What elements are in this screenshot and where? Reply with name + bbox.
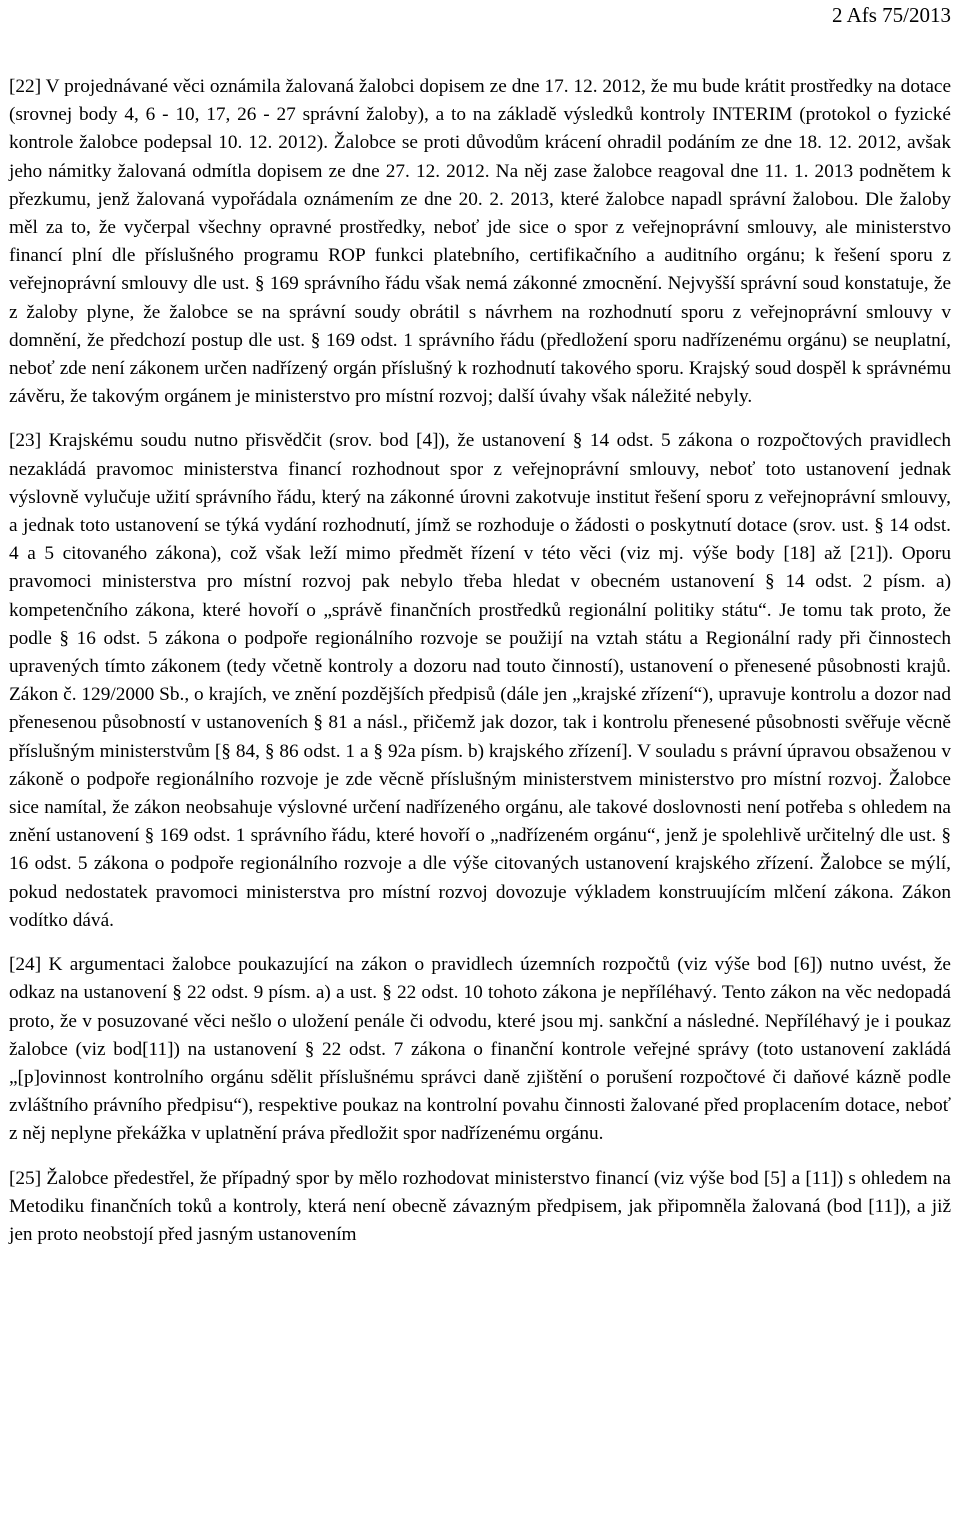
paragraph-text: V projednávané věci oznámila žalovaná žalobci dopisem ze dne 17. 12. 2012, že mu bude krátit prostředky na dotace (srovnej body 4, 6 - 10, 17, 26 - 27 správní žaloby), a to na základě výsledků kontroly INTERIM (protokol o fyzické kontrole žalobce podepsal 10. 12. 2012). Žalobce se proti důvodům krácení ohradil podáním ze dne 18. 12. 2012, avšak jeho námitky žalovaná odmítla dopisem ze dne 27. 12. 2012. Na něj zase žalobce reagoval dne 11. 1. 2013 podnětem k přezkumu, jenž žalovaná vypořádala oznámením ze dne 20. 2. 2013, které žalobce napadl správní žalobou. Dle žaloby měl za to, že vyčerpal všechny opravné prostředky, neboť jde sice o spor z veřejnoprávní smlouvy, ale ministerstvo financí plní dle příslušného programu ROP funkci platebního, certifikačního a auditního orgánu; k řešení sporu z veřejnoprávní smlouvy dle ust. § 169 správního řádu však nemá zákonné zmocnění. Nejvyšší správní soud konstatuje, že z žaloby plyne, že žalobce se na správní soudy obrátil s návrhem na rozhodnutí sporu z veřejnoprávní smlouvy v domnění, že předchozí postup dle ust. § 169 odst. 1 správního řádu (předložení sporu nadřízenému orgánu) se neuplatní, neboť zde není zákonem určen nadřízený orgán příslušný k rozhodnutí takového sporu. Krajský soud dospěl k správnému závěru, že takovým orgánem je ministerstvo pro místní rozvoj; další úvahy však náležité nebyly. [9,76,951,408]
document-body [9,73,951,1265]
paragraph-number: [24] [9,954,42,976]
paragraph-text: K argumentaci žalobce poukazující na zákon o pravidlech územních rozpočtů (viz výše bod [6]) nutno uvést, že odkaz na ustanovení § 22 odst. 9 písm. a) a ust. § 22 odst. 10 tohoto zákona je nepříléhavý. Tento zákon na věc nedopadá proto, že v posuzované věci nešlo o uložení penále či odvodu, které jsou mj. sankční a následné. Nepříléhavý je i poukaz žalobce (viz bod[11]) na ustanovení § 22 odst. 7 zákona o finanční kontrole veřejné správy (toto ustanovení zakládá „[p]ovinnost kontrolního orgánu sdělit příslušnému správci daně zjištění o porušení rozpočtové či daňové kázně podle zvláštního právního předpisu“), respektive poukaz na kontrolní povahu činnosti žalované před proplacením dotace, neboť z něj neplyne překážka v uplatnění práva předložit spor nadřízenému orgánu. [9,954,951,1145]
paragraph-number: [23] [9,430,42,452]
paragraph-number: [22] [9,76,42,97]
paragraph-25 [9,1165,951,1250]
paragraph-24 [9,951,951,1148]
paragraph-number: [25] [9,1167,42,1189]
paragraph-23 [9,427,951,935]
paragraph-text: Krajskému soudu nutno přisvědčit (srov. bod [4]), že ustanovení § 14 odst. 5 zákona o rozpočtových pravidlech nezakládá pravomoc ministerstva financí rozhodnout spor z veřejnoprávní smlouvy, neboť toto ustanovení jednak výslovně vylučuje užití správního řádu, který na zákonné úrovni zakotvuje institut řešení sporu z veřejnoprávní smlouvy, a jednak toto ustanovení se týká vydání rozhodnutí, jímž se rozhoduje o žádosti o poskytnutí dotace (srov. ust. § 14 odst. 4 a 5 citovaného zákona), což však leží mimo předmět řízení v této věci (viz mj. výše body [18] až [21]). Oporu pravomoci ministerstva pro místní rozvoj pak nebylo třeba hledat v obecném ustanovení § 14 odst. 2 písm. a) kompetenčního zákona, které hovoří o „správě finančních prostředků regionální politiky státu“. Je tomu tak proto, že podle § 16 odst. 5 zákona o podpoře regionálního rozvoje se použijí na vztah státu a Regionální rady při činnostech upravených tímto zákonem (tedy včetně kontroly a dozoru nad touto činností), ustanovení o přenesené působnosti krajů. Zákon č. 129/2000 Sb., o krajích, ve znění pozdějších předpisů (dále jen „krajské zřízení“), upravuje kontrolu a dozor nad přenesenou působností v ustanoveních § 81 a násl., přičemž jak dozor, tak i kontrolu přenesené působnosti svěřuje věcně příslušným ministerstvům [§ 84, § 86 odst. 1 a § 92a písm. b) krajského zřízení]. V souladu s právní úpravou obsaženou v zákoně o podpoře regionálního rozvoje je zde věcně příslušným ministerstvem ministerstvo pro místní rozvoj. Žalobce sice namítal, že zákon neobsahuje výslovné určení nadřízeného orgánu, ale takové doslovnosti není potřeba s ohledem na znění ustanovení § 169 odst. 1 správního řádu, které hovoří o „nadřízeném orgánu“, jenž je spolehlivě určitelný dle ust. § 16 odst. 5 zákona o podpoře regionálního rozvoje a dle výše citovaných ustanovení krajského zřízení. Žalobce se mýlí, pokud nedostatek pravomoci ministerstva pro místní rozvoj dovozuje výkladem konstruujícím mlčení zákona. Zákon vodítko dává. [9,430,951,931]
paragraph-22 [9,73,951,411]
paragraph-text: Žalobce předestřel, že případný spor by mělo rozhodovat ministerstvo financí (viz výše bod [5] a [11]) s ohledem na Metodiku finančních toků a kontroly, která není obecně závazným předpisem, jak připomněla žalovaná (bod [11]), a již jen proto neobstojí před jasným ustanovením [9,1167,951,1245]
case-number-header: 2 Afs 75/2013 [831,3,951,27]
